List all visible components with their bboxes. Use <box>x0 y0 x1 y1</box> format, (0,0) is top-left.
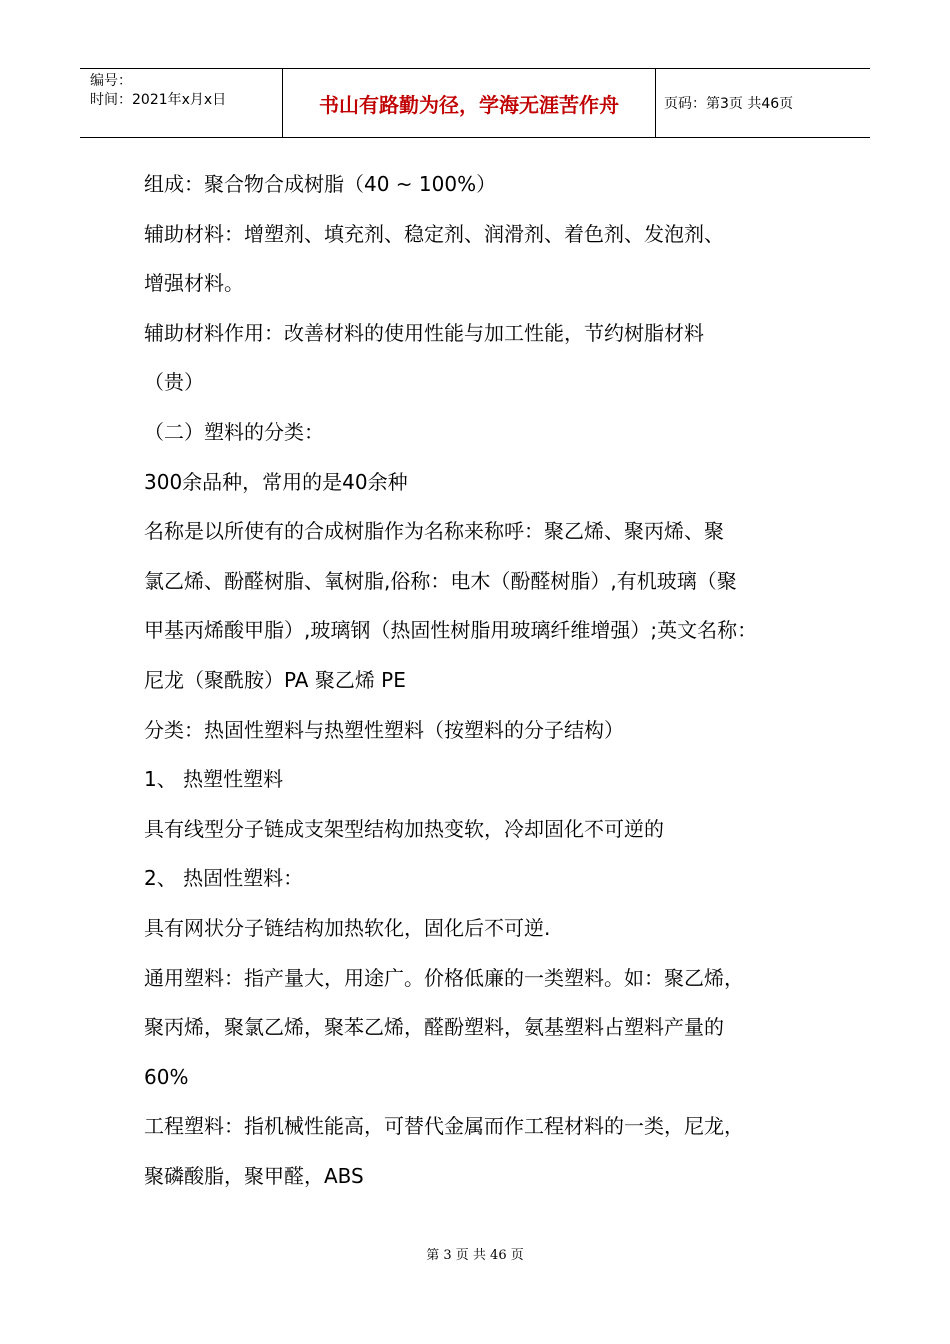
body-line: 辅助材料作用：改善材料的使用性能与加工性能，节约树脂材料 <box>144 320 704 345</box>
body-line: 工程塑料：指机械性能高，可替代金属而作工程材料的一类，尼龙， <box>144 1114 744 1139</box>
body-line: 具有线型分子链成支架型结构加热变软，冷却固化不可逆的 <box>144 816 664 841</box>
document-header <box>80 68 870 138</box>
section-heading: （二）塑料的分类： <box>144 419 324 444</box>
header-time-label: 时间：2021年x月x日 <box>90 92 227 108</box>
document-body <box>144 160 844 1201</box>
body-line: 组成：聚合物合成树脂（40 ~ 100%） <box>144 172 497 196</box>
body-line: 通用塑料：指产量大，用途广。价格低廉的一类塑料。如：聚乙烯， <box>144 965 744 990</box>
page-footer: 第 3 页 共 46 页 <box>426 1248 524 1263</box>
header-page-info: 页码：第3页 共46页 <box>664 96 794 112</box>
body-line: 聚丙烯，聚氯乙烯，聚苯乙烯，醛酚塑料，氨基塑料占塑料产量的 <box>144 1015 724 1040</box>
header-motto: 书山有路勤为径，学海无涯苦作舟 <box>319 92 619 117</box>
body-line: 300余品种，常用的是40余种 <box>144 469 408 494</box>
list-item-heading: 1、 热塑性塑料 <box>144 767 284 792</box>
body-line: 辅助材料：增塑剂、填充剂、稳定剂、润滑剂、着色剂、发泡剂、 <box>144 221 724 246</box>
body-line: 60% <box>144 1064 189 1089</box>
header-motto-cell <box>282 69 656 137</box>
body-line: 尼龙（聚酰胺）PA 聚乙烯 PE <box>144 667 406 692</box>
body-line: 具有网状分子链结构加热软化，固化后不可逆. <box>144 915 551 940</box>
body-line: （贵） <box>144 370 204 395</box>
body-line: 聚磷酸脂，聚甲醛，ABS <box>144 1163 364 1188</box>
body-line: 名称是以所使有的合成树脂作为名称来称呼：聚乙烯、聚丙烯、聚 <box>144 519 724 544</box>
body-line: 增强材料。 <box>144 271 244 296</box>
list-item-heading: 2、 热固性塑料： <box>144 866 304 891</box>
body-line: 分类：热固性塑料与热塑性塑料（按塑料的分子结构） <box>144 717 624 742</box>
header-meta-cell <box>80 69 282 137</box>
body-line: 甲基丙烯酸甲脂）,玻璃钢（热固性树脂用玻璃纤维增强）;英文名称： <box>144 618 758 643</box>
body-line: 氯乙烯、酚醛树脂、氧树脂,俗称：电木（酚醛树脂）,有机玻璃（聚 <box>144 568 737 593</box>
header-page-cell <box>656 69 870 137</box>
header-number-label: 编号： <box>90 73 132 89</box>
